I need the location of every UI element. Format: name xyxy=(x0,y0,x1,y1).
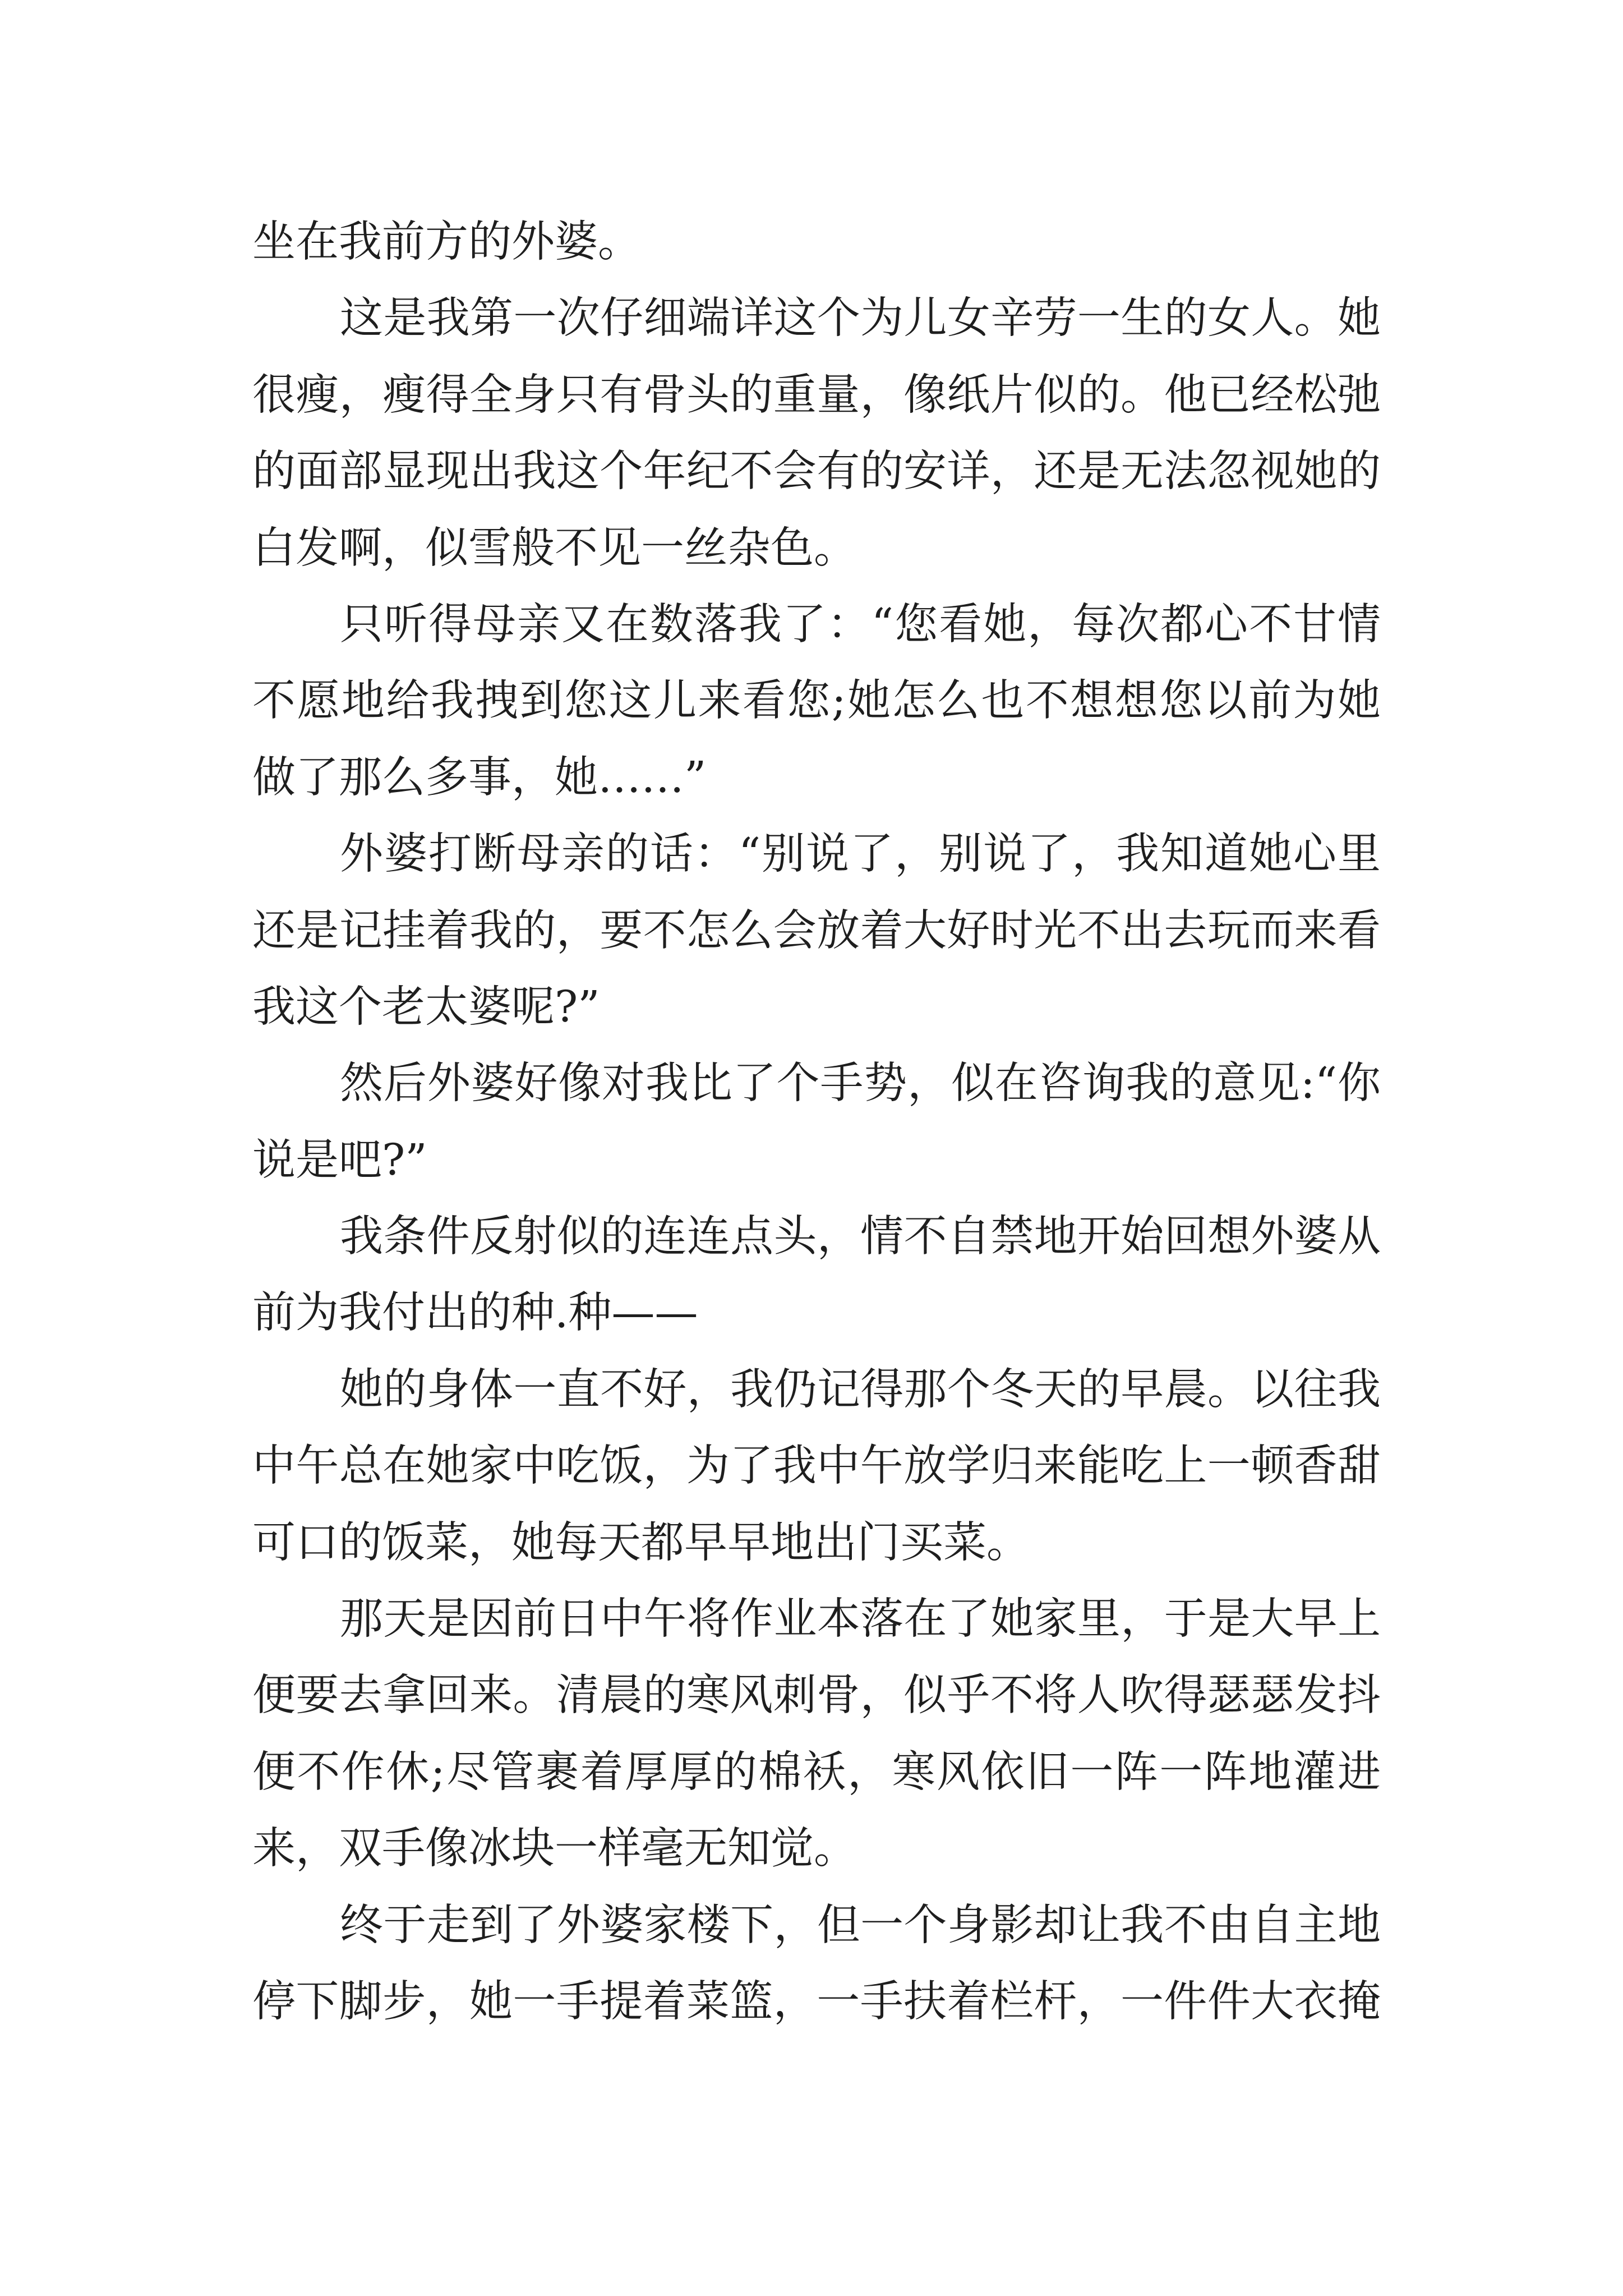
paragraph xyxy=(252,1888,1381,2041)
text-line: 这是我第一次仔细端详这个为儿女辛劳一生的女人。她 xyxy=(340,293,1381,344)
text-line: 外婆打断母亲的话：“别说了，别说了，我知道她心里 xyxy=(340,829,1381,880)
text-line: 的面部显现出我这个年纪不会有的安详，还是无法忽视她的 xyxy=(252,447,1381,497)
paragraph xyxy=(252,816,1381,1046)
body-text xyxy=(252,204,1381,2040)
text-line: 说是吧?” xyxy=(252,1135,427,1185)
text-line: 不愿地给我拽到您这儿来看您;她怎么也不想想您以前为她 xyxy=(252,676,1381,726)
text-line: 来，双手像冰块一样毫无知觉。 xyxy=(252,1824,857,1874)
text-line: 她的身体一直不好，我仍记得那个冬天的早晨。以往我 xyxy=(340,1364,1381,1415)
text-line: 我这个老太婆呢?” xyxy=(252,982,600,1032)
text-line: 很瘦，瘦得全身只有骨头的重量，像纸片似的。他已经松弛 xyxy=(252,370,1381,420)
text-line: 中午总在她家中吃饭，为了我中午放学归来能吃上一顿香甜 xyxy=(252,1441,1381,1492)
text-line: 做了那么多事，她……” xyxy=(252,752,707,803)
text-line: 白发啊，似雪般不见一丝杂色。 xyxy=(252,523,857,573)
text-line: 然后外婆好像对我比了个手势，似在咨询我的意见:“你 xyxy=(340,1059,1381,1109)
text-line: 便不作休;尽管裹着厚厚的棉袄，寒风依旧一阵一阵地灌进 xyxy=(252,1747,1381,1797)
paragraph xyxy=(252,204,1381,280)
text-line: 停下脚步，她一手提着菜篮，一手扶着栏杆，一件件大衣掩 xyxy=(252,1976,1381,2027)
paragraph xyxy=(252,1352,1381,1581)
text-line: 还是记挂着我的，要不怎么会放着大好时光不出去玩而来看 xyxy=(252,905,1381,956)
paragraph xyxy=(252,1199,1381,1352)
paragraph xyxy=(252,1581,1381,1888)
text-line: 坐在我前方的外婆。 xyxy=(252,217,641,267)
text-line: 可口的饭菜，她每天都早早地出门买菜。 xyxy=(252,1517,1030,1568)
text-line: 我条件反射似的连连点头，情不自禁地开始回想外婆从 xyxy=(340,1212,1381,1262)
text-line: 终于走到了外婆家楼下，但一个身影却让我不由自主地 xyxy=(340,1900,1381,1950)
paragraph xyxy=(252,280,1381,587)
text-line: 那天是因前日中午将作业本落在了她家里，于是大早上 xyxy=(340,1594,1381,1645)
text-line: 便要去拿回来。清晨的寒风刺骨，似乎不将人吹得瑟瑟发抖 xyxy=(252,1671,1381,1721)
paragraph xyxy=(252,587,1381,816)
text-line: 只听得母亲又在数落我了：“您看她，每次都心不甘情 xyxy=(340,599,1381,650)
text-line: 前为我付出的种.种—— xyxy=(252,1288,698,1338)
paragraph xyxy=(252,1046,1381,1199)
